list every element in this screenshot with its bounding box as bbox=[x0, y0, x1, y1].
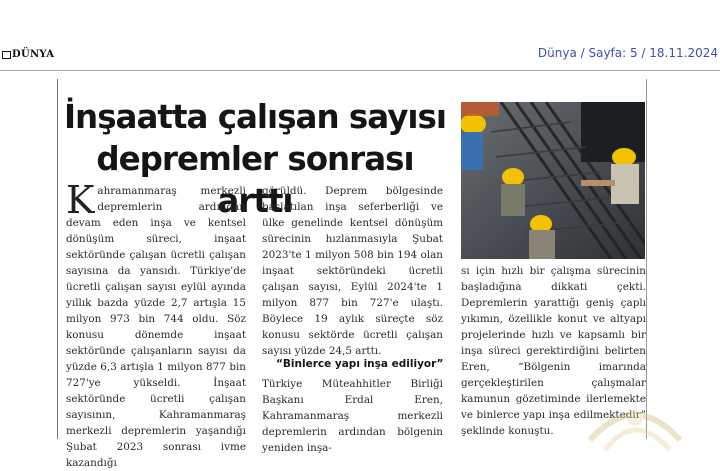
logo-mark-icon bbox=[2, 51, 11, 59]
page-header bbox=[0, 0, 720, 71]
worker-3 bbox=[529, 215, 555, 259]
worker-1 bbox=[461, 114, 486, 170]
source-line: Dünya / Sayfa: 5 / 18.11.2024 bbox=[537, 46, 718, 60]
article-column-3: sı için hızlı bir çalışma sürecinin başladığına dikkati çekti. Depremlerin yarattığı geniş çaplı yıkımın, özellikle konut ve altyapı projelerinde hızlı ve kapsamlı bir inşa süreci gerektirdiğini belirten Eren, “Bölgenin imarında gerçekleştirilen çalışmalar kamunun gözetiminde ilerlemekte ve binlerce yapı inşa edilmektedir” şeklinde konuştu. bbox=[461, 265, 646, 437]
article-column-2-continued: Türkiye Müteahhitler Birliği Başkanı Erdal Eren, Kahramanmaraş merkezli depremlerin ardından bölgenin yeniden inşa- bbox=[262, 378, 443, 454]
article-column-1 bbox=[66, 178, 246, 471]
column-1-text: ahramanmaraş merkezli depremlerin ardından devam eden inşa ve kentsel dönüşüm süreci, inşaat sektöründe çalışan ücretli çalışan sayısına da yansıdı. Türkiye'de ücretli çalışan sayısı eylül ayında yıllık bazda yüzde 2,7 artışla 15 milyon 973 bin 744 oldu. Söz konusu dönemde inşaat sektöründe çalışanların sayısı da yüzde 6,3 artışla 1 milyon 877 bin 727'ye yükseldi. İnşaat sektöründe ücretli çalışan sayısının, Kahramanmaraş merkezli depremlerin yaşandığı Şubat 2023 sonrası ivme kazandığı bbox=[66, 185, 246, 469]
drop-cap: K bbox=[66, 178, 95, 222]
newspaper-logo bbox=[2, 49, 54, 60]
construction-photo-illustration bbox=[461, 102, 645, 259]
headline-line-2: depremler sonrası arttı bbox=[96, 140, 414, 220]
construction-workers-photo bbox=[461, 102, 645, 259]
logo-text: DÜNYA bbox=[12, 49, 55, 60]
headline-line-1: İnşaatta çalışan sayısı bbox=[63, 98, 447, 136]
watermark-logo-icon bbox=[580, 380, 690, 460]
worker-2 bbox=[501, 168, 525, 216]
subheading: “Binlerce yapı inşa ediliyor” bbox=[276, 358, 444, 370]
article-column-2: görüldü. Deprem bölgesinde başlatılan inşa seferberliği ve ülke genelinde kentsel dönüşüm sürecinin hızlanmasıyla Şubat 2023'te 1 milyon 508 bin 194 olan inşaat sektöründeki ücretli çalışan sayısı, Eylül 2024'te 1 milyon 877 bin 727'e ulaştı. Böylece 19 aylık süreçte söz konusu sektörde ücretli çalışan sayısı yüzde 24,5 arttı. bbox=[262, 185, 443, 357]
